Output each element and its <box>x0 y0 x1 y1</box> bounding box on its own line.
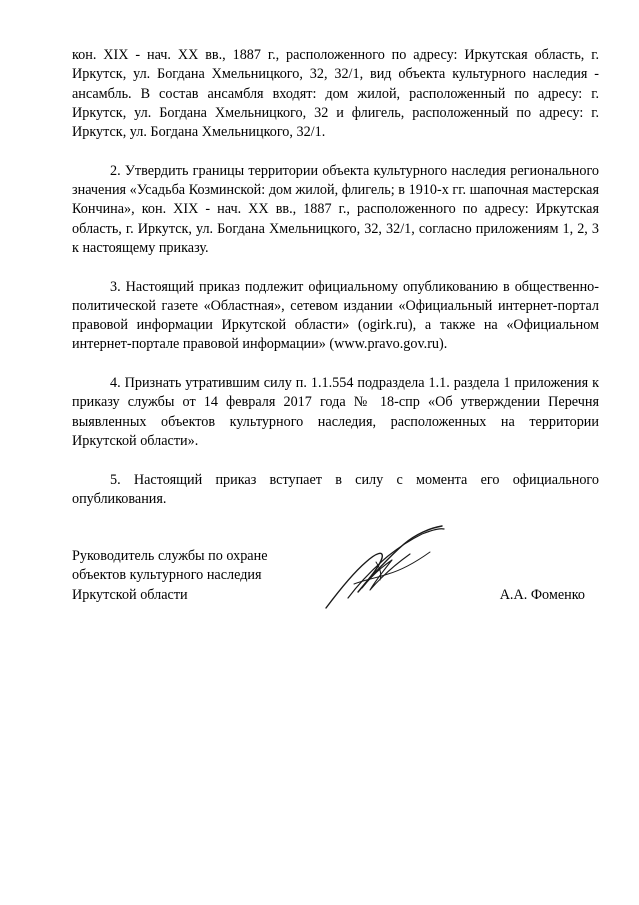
signatory-title-line-3: Иркутской области <box>72 586 188 603</box>
signatory-title <box>72 547 332 605</box>
paragraph-3-publication: 3. Настоящий приказ подлежит официальному опубликованию в общественно-политической газете «Областная», сетевом издании «Официальный интернет-портал правовой информации Иркутской области» (ogirk.ru), а также на «Официальном интернет-портале правовой информации» (www.pravo.gov.ru). <box>72 278 599 353</box>
handwritten-signature-icon <box>318 522 448 614</box>
signatory-title-line-1: Руководитель службы по охране <box>72 548 268 564</box>
paragraph-4-repeal: 4. Признать утратившим силу п. 1.1.554 подраздела 1.1. раздела 1 приложения к приказу службы от 14 февраля 2017 года № 18-спр «Об утверждении Перечня выявленных объектов культурного наследия, расположенных на территории Иркутской области». <box>72 375 599 449</box>
paragraph-1-continuation: кон. XIX - нач. XX вв., 1887 г., расположенного по адресу: Иркутская область, г. Иркутск, ул. Богдана Хмельницкого, 32, 32/1, вид объекта культурного наследия - ансамбль. В состав ансамбля входят: дом жилой, расположенный по адресу: г. Иркутск, ул. Богдана Хмельницкого, 32 и флигель, расположенный по адресу: г. Иркутск, ул. Богдана Хмельницкого, 32/1. <box>72 47 599 141</box>
signatory-title-line-2: объектов культурного наследия <box>72 567 262 584</box>
paragraph-5-entry-into-force: 5. Настоящий приказ вступает в силу с момента его официального опубликования. <box>72 471 599 507</box>
signatory-name: А.А. Фоменко <box>499 586 585 603</box>
document-body <box>72 46 599 528</box>
paragraph-2-approve-boundaries: 2. Утвердить границы территории объекта культурного наследия регионального значения «Усадьба Козминской: дом жилой, флигель; в 1910-х гг. шапочная мастерская Кончина», кон. XIX - нач. XX вв., 1887 г., расположенного по адресу: Иркутская область, г. Иркутск, ул. Богдана Хмельницкого, 32, 32/1, согласно приложениям 1, 2, 3 к настоящему приказу. <box>72 162 599 256</box>
